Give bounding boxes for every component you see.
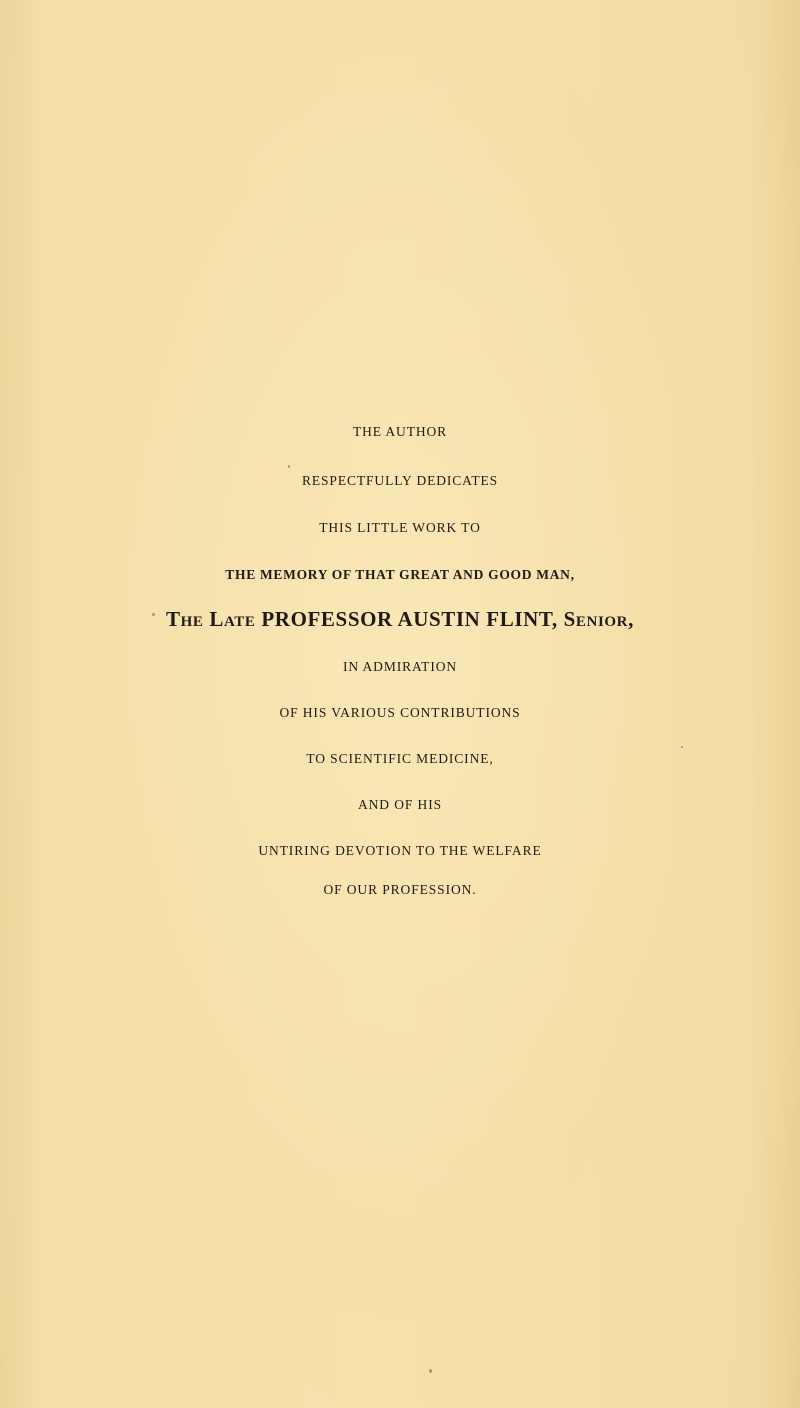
dedication-line-and-of-his: AND OF HIS: [357, 797, 442, 812]
dedication-line-memory: THE MEMORY OF THAT GREAT AND GOOD MAN,: [225, 567, 575, 582]
dedication-line-contributions: OF HIS VARIOUS CONTRIBUTIONS: [279, 705, 521, 720]
paper-speck: [288, 465, 290, 468]
professor-name: PROFESSOR AUSTIN FLINT,: [261, 607, 558, 631]
dedication-line-medicine: TO SCIENTIFIC MEDICINE,: [306, 751, 494, 766]
the-late-label: The Late: [166, 607, 256, 631]
dedication-line-dedicates: RESPECTFULLY DEDICATES: [301, 473, 499, 488]
dedication-line-profession: OF OUR PROFESSION.: [323, 882, 477, 897]
paper-speck: [681, 746, 683, 748]
dedication-line-admiration: IN ADMIRATION: [342, 659, 458, 674]
dedication-line-author: THE AUTHOR: [352, 424, 448, 439]
dedication-line-work: THIS LITTLE WORK TO: [319, 520, 481, 535]
dedication-line-name: [0, 607, 800, 632]
dedication-line-devotion: UNTIRING DEVOTION TO THE WELFARE: [258, 843, 542, 858]
paper-speck: [152, 613, 155, 616]
senior-label: Senior,: [563, 607, 634, 631]
paper-speck: [429, 1369, 432, 1373]
